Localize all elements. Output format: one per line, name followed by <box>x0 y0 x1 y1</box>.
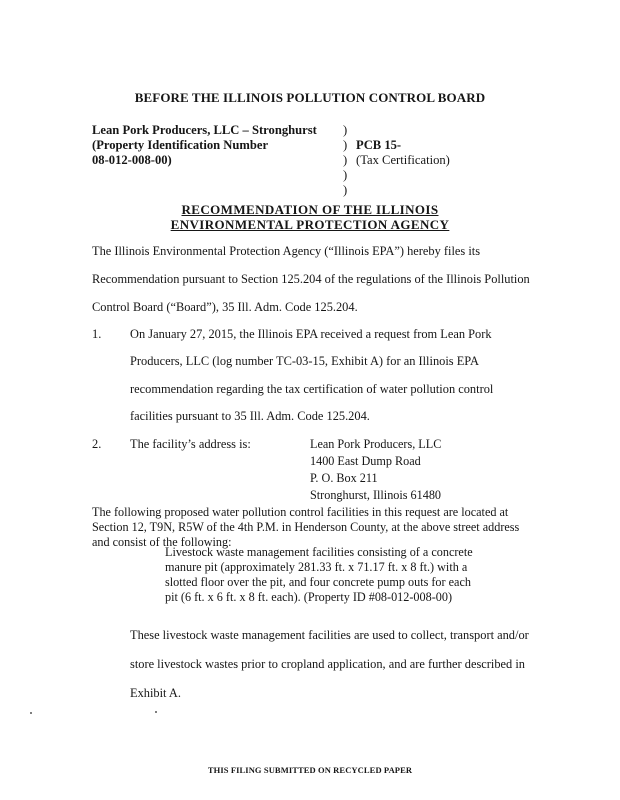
caption-bracket: ) <box>343 138 348 152</box>
item-1-line-1: On January 27, 2015, the Illinois EPA received a request from Lean Pork <box>130 327 492 341</box>
address-line: 1400 East Dump Road <box>310 454 421 468</box>
caption-property-id-number: 08-012-008-00) <box>92 153 172 167</box>
intro-line-1: The Illinois Environmental Protection Agency (“Illinois EPA”) hereby files its <box>92 244 481 258</box>
recommendation-title-line-2: ENVIRONMENTAL PROTECTION AGENCY <box>170 217 450 232</box>
intro-line-3: Control Board (“Board”), 35 Ill. Adm. Code 125.204. <box>92 300 358 314</box>
caption-case-number: PCB 15- <box>356 138 402 152</box>
scan-speck <box>30 712 32 714</box>
caption-property-id-label: (Property Identification Number <box>92 138 269 152</box>
caption-bracket: ) <box>343 153 348 167</box>
address-line: Lean Pork Producers, LLC <box>310 437 442 451</box>
item-2-number: 2. <box>92 437 102 451</box>
item-1-line-2: Producers, LLC (log number TC-03-15, Exhibit A) for an Illinois EPA <box>130 354 479 368</box>
recycled-paper-footer: THIS FILING SUBMITTED ON RECYCLED PAPER <box>207 765 413 775</box>
address-line: Stronghurst, Illinois 61480 <box>310 488 442 502</box>
scan-speck <box>155 711 157 713</box>
closing-line-2: store livestock wastes prior to cropland application, and are further described in <box>130 657 525 671</box>
item-1-line-3: recommendation regarding the tax certification of water pollution control <box>130 382 494 396</box>
facilities-detail-paragraph: Livestock waste management facilities consisting of a concrete manure pit (approximately 281.33 ft. x 71.17 ft. x 8 ft.) with a slotted floor over the pit, and four concrete pump outs for each pit (6 ft. x 6 ft. x 8 ft. each). (Property ID #08-012-008-00) <box>165 545 473 604</box>
item-1-number: 1. <box>92 327 102 341</box>
board-heading: BEFORE THE ILLINOIS POLLUTION CONTROL BOARD <box>134 90 486 105</box>
caption-party-name: Lean Pork Producers, LLC – Stronghurst <box>92 123 317 137</box>
facility-address <box>310 436 441 504</box>
item-2-label: The facility’s address is: <box>130 437 251 451</box>
caption-bracket: ) <box>343 123 348 137</box>
closing-line-3: Exhibit A. <box>130 686 181 700</box>
caption-bracket: ) <box>343 183 348 197</box>
item-1-line-4: facilities pursuant to 35 Ill. Adm. Code 125.204. <box>130 409 370 423</box>
caption-case-type: (Tax Certification) <box>356 153 450 167</box>
address-line: P. O. Box 211 <box>310 471 378 485</box>
recommendation-title-line-1: RECOMMENDATION OF THE ILLINOIS <box>181 202 439 217</box>
caption-bracket: ) <box>343 168 348 182</box>
intro-line-2: Recommendation pursuant to Section 125.204 of the regulations of the Illinois Pollution <box>92 272 530 286</box>
facilities-intro-paragraph: The following proposed water pollution control facilities in this request are located at Section 12, T9N, R5W of the 4th P.M. in Henderson County, at the above street address and consist of the following: <box>92 505 520 549</box>
closing-line-1: These livestock waste management facilities are used to collect, transport and/or <box>130 628 529 642</box>
